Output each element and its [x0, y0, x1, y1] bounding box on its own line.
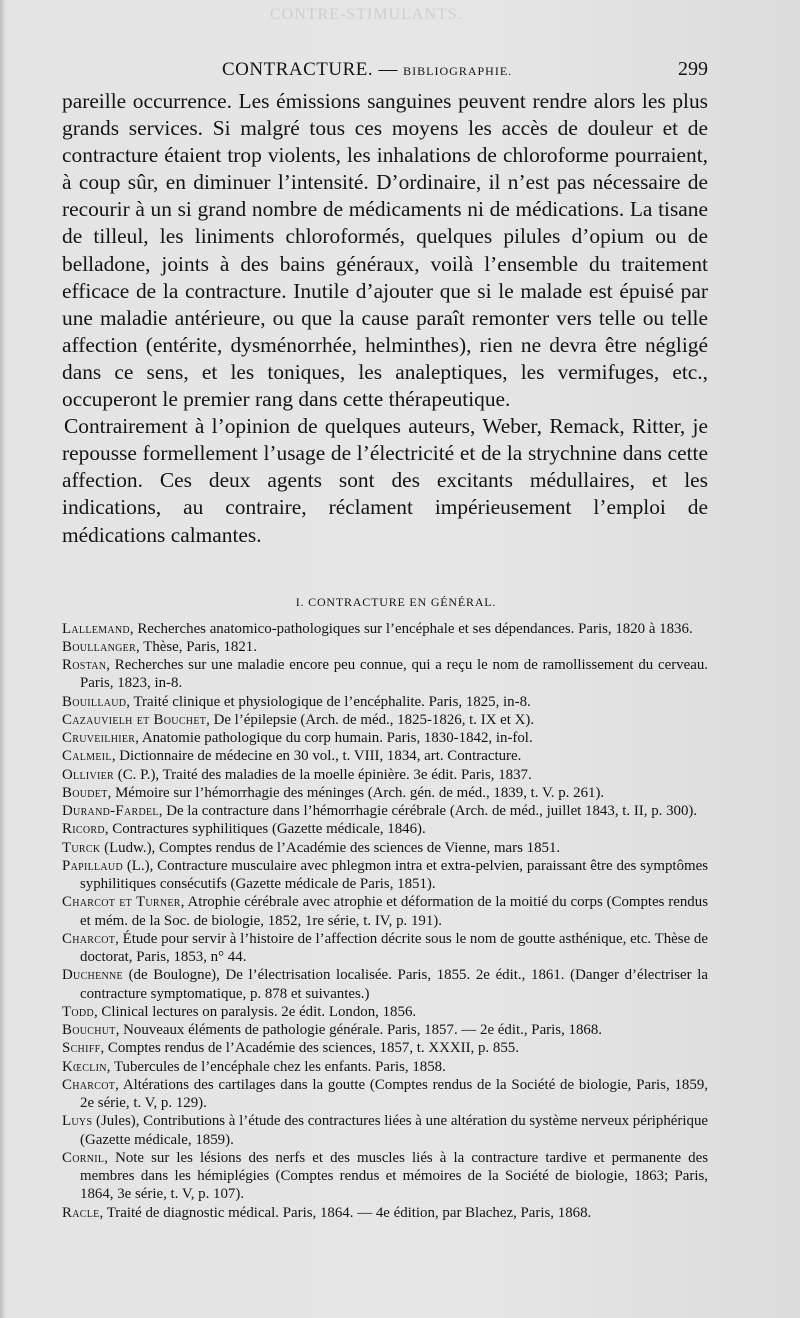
section-title: I. CONTRACTURE EN GÉNÉRAL.	[295, 594, 497, 609]
entry-author: Ricord	[62, 821, 105, 838]
bibliography-entry	[62, 930, 708, 967]
entry-author: Bouchut	[62, 1022, 116, 1039]
entry-author: Racle	[62, 1204, 100, 1221]
entry-citation: , Recherches sur une maladie encore peu connue, qui a reçu le nom de ramollissement du cerveau. Paris, 1823, in-8.	[80, 657, 708, 692]
bibliography-entry	[62, 1149, 708, 1204]
bibliography-list	[62, 620, 708, 1222]
running-title-sub: BIBLIOGRAPHIE.	[403, 64, 513, 78]
bibliography-entry	[62, 693, 708, 711]
bibliography-entry	[62, 1003, 708, 1021]
bibliography-entry	[62, 857, 708, 894]
entry-author: Duchenne	[62, 967, 123, 984]
entry-citation: , Comptes rendus de l’Académie des sciences, 1857, t. XXXII, p. 855.	[100, 1040, 519, 1057]
entry-author: Calmeil	[62, 748, 112, 765]
entry-citation: , Note sur les lésions des nerfs et des muscles liés à la contracture tardive et permanente des membres dans les hémiplégies (Comptes rendus et mémoires de la Société de biologie, 1863; Paris, 1864, 3e série, t. V, p. 107).	[80, 1149, 708, 1203]
entry-author: Cazauvielh et Bouchet	[62, 711, 207, 728]
entry-citation: , Altérations des cartilages dans la goutte (Comptes rendus de la Société de biologie, Paris, 1859, 2e série, t. V, p. 129).	[80, 1076, 708, 1112]
entry-citation: , Anatomie pathologique du corp humain. Paris, 1830-1842, in-fol.	[135, 730, 533, 747]
entry-author: Durand-Fardel	[62, 803, 159, 820]
entry-citation: , Clinical lectures on paralysis. 2e édit. London, 1856.	[93, 1003, 417, 1020]
running-header	[62, 58, 708, 88]
bibliography-entry	[62, 1204, 708, 1222]
entry-citation: (de Boulogne), De l’électrisation localisée. Paris, 1855. 2e édit., 1861. (Danger d’électriser la contracture symptomatique, p. 878 et suivantes.)	[80, 967, 708, 1002]
entry-citation: , Tubercules de l’encéphale chez les enfants. Paris, 1858.	[106, 1058, 446, 1075]
bibliography-entry	[62, 1112, 708, 1149]
entry-author: Kœclin	[62, 1058, 107, 1075]
entry-author: Charcot	[62, 1076, 116, 1093]
bibliography-entry	[62, 1076, 708, 1113]
entry-author: Papillaud	[62, 857, 123, 874]
page-content	[62, 58, 708, 1222]
entry-citation: , Nouveaux éléments de pathologie générale. Paris, 1857. — 2e édit., Paris, 1868.	[115, 1022, 603, 1039]
entry-author: Ollivier	[62, 766, 115, 783]
entry-author: Boudet	[62, 784, 108, 801]
bibliography-entry	[62, 1021, 708, 1039]
running-title	[222, 59, 512, 81]
entry-author: Charcot	[62, 930, 116, 947]
entry-citation: (L.), Contracture musculaire avec phlegmon intra et extra-pelvien, paraissant être des symptômes syphilitiques consécutifs (Gazette médicale de Paris, 1851).	[80, 857, 708, 893]
bibliography-entry	[62, 966, 708, 1003]
bibliography-entry	[62, 729, 708, 747]
entry-author: Schiff	[62, 1040, 101, 1057]
page-number: 299	[678, 58, 708, 80]
entry-author: Lallemand	[62, 620, 130, 637]
entry-author: Boullanger	[62, 638, 137, 655]
paragraph-1: pareille occurrence. Les émissions sanguines peuvent rendre alors les plus grands services. Si malgré tous ces moyens les accès de douleur et de contracture étaient trop violents, les inhalations de chloroforme pourraient, à coup sûr, en diminuer l’intensité. D’ordinaire, il n’est pas nécessaire de recourir à un si grand nombre de médicaments ni de médications. La tisane de tilleul, les liniments chloroformés, quelques pilules d’opium ou de belladone, joints à des bains généraux, voilà l’ensemble du traitement efficace de la contracture. Inutile d’ajouter que si le malade est épuisé par une maladie antérieure, ou que la cause paraît remonter vers telle ou telle affection (entérite, dysménorrhée, helminthes), rien ne devra être négligé dans ce sens, et les toniques, les analeptiques, les vermifuges, etc., occuperont le premier rang dans cette thérapeutique.	[62, 89, 708, 412]
entry-citation: , Traité clinique et physiologique de l’encéphalite. Paris, 1825, in-8.	[126, 693, 531, 710]
entry-citation: , De l’épilepsie (Arch. de méd., 1825-1826, t. IX et X).	[206, 711, 535, 728]
entry-citation: , De la contracture dans l’hémorrhagie cérébrale (Arch. de méd., juillet 1843, t. II, p. 300).	[158, 803, 698, 820]
entry-author: Luys	[62, 1113, 93, 1130]
body-text	[62, 88, 708, 549]
entry-citation: , Mémoire sur l’hémorrhagie des méninges (Arch. gén. de méd., 1839, t. V. p. 261).	[107, 784, 605, 801]
bibliography-entry	[62, 1039, 708, 1057]
bibliography-entry	[62, 638, 708, 656]
bibliography-entry	[62, 656, 708, 693]
entry-citation: , Traité de diagnostic médical. Paris, 1864. — 4e édition, par Blachez, Paris, 1868.	[99, 1204, 592, 1221]
entry-author: Rostan	[62, 657, 107, 674]
bibliography-entry	[62, 1058, 708, 1076]
bibliography-entry	[62, 766, 708, 784]
entry-citation: (Ludw.), Comptes rendus de l’Académie des sciences de Vienne, mars 1851.	[100, 839, 561, 856]
entry-author: Bouillaud	[62, 693, 127, 710]
bibliography-entry	[62, 620, 708, 638]
entry-citation: , Contractures syphilitiques (Gazette médicale, 1846).	[104, 821, 426, 838]
entry-citation: (C. P.), Traité des maladies de la moelle épinière. 3e édit. Paris, 1837.	[114, 766, 532, 783]
paragraph-2: Contrairement à l’opinion de quelques auteurs, Weber, Remack, Ritter, je repousse formellement l’usage de l’électricité et de la strychnine dans cette affection. Ces deux agents sont des excitants médullaires, et les indications, au contraire, réclament impérieusement l’emploi de médications calmantes.	[62, 414, 708, 547]
entry-citation: (Jules), Contributions à l’étude des contractures liées à une altération du système nerveux périphérique (Gazette médicale, 1859).	[80, 1113, 709, 1148]
bibliography-entry	[62, 820, 708, 838]
bibliography-entry	[62, 802, 708, 820]
entry-author: Turck	[62, 839, 101, 856]
entry-author: Charcot et Turner	[62, 894, 181, 911]
bibliography-entry	[62, 893, 708, 930]
entry-citation: , Dictionnaire de médecine en 30 vol., t. VIII, 1834, art. Contracture.	[111, 748, 522, 765]
bibliography-entry	[62, 784, 708, 802]
entry-citation: , Thèse, Paris, 1821.	[136, 638, 257, 655]
bibliography-entry	[62, 839, 708, 857]
running-title-main: CONTRACTURE. —	[222, 59, 398, 80]
entry-author: Cornil	[62, 1149, 105, 1166]
entry-author: Todd	[62, 1003, 94, 1020]
entry-citation: , Atrophie cérébrale avec atrophie et déformation de la moitié du corps (Comptes rendus et mém. de la Soc. de biologie, 1852, 1re série, t. IV, p. 191).	[80, 894, 708, 929]
bibliography-entry	[62, 747, 708, 765]
entry-citation: , Recherches anatomico-pathologiques sur l’encéphale et ses dépendances. Paris, 1820 à 1836.	[129, 620, 693, 637]
bleed-through-text: CONTRE-STIMULANTS.	[270, 6, 463, 23]
entry-author: Cruveilhier	[62, 730, 136, 747]
bibliography-entry	[62, 711, 708, 729]
entry-citation: , Étude pour servir à l’histoire de l’affection décrite sous le nom de goutte asthénique, etc. Thèse de doctorat, Paris, 1853, n° 44.	[80, 930, 708, 966]
